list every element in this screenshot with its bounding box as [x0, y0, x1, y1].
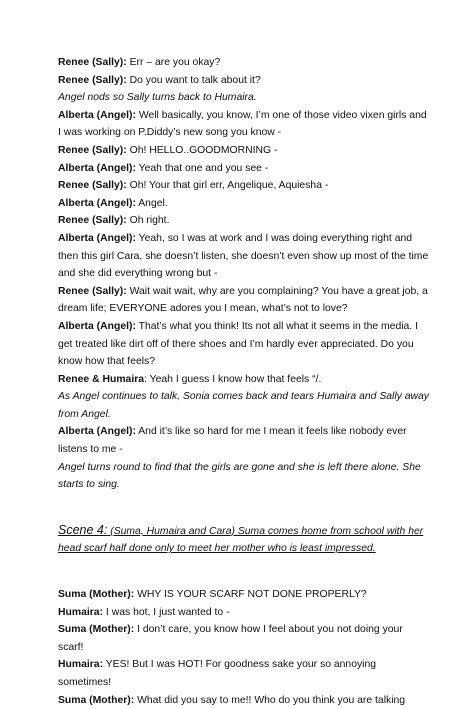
- speaker-name: Alberta (Angel):: [58, 109, 136, 121]
- dialogue-text: Angel.: [135, 197, 168, 209]
- dialogue-line: [58, 177, 430, 195]
- dialogue-line: [58, 142, 430, 160]
- speaker-name: Humaira:: [58, 659, 104, 671]
- speaker-name: Alberta (Angel):: [58, 426, 136, 438]
- dialogue-text: I was hot, I just wanted to -: [103, 606, 230, 618]
- speaker-name: Alberta (Angel):: [58, 197, 136, 209]
- dialogue-text: : Yeah I guess I know how that feels “/.: [144, 373, 322, 385]
- dialogue-text: That’s what you think! Its not all what it seems in the media. I get treated like dirt off of there shoes and I’m hardly ever appreciated. Do you know how that feels?: [58, 320, 418, 368]
- dialogue-text: Wait wait wait, why are you complaining? You have a great job, a dream life; EVERYONE adores you I mean, what’s not to love?: [58, 285, 428, 315]
- dialogue-text: Well basically, you know, I’m one of those video vixen girls and I was working on P.Diddy’s new song you know -: [58, 109, 427, 139]
- stage-direction: As Angel continues to talk, Sonia comes back and tears Humaira and Sally away from Angel.: [58, 391, 429, 420]
- speaker-name: Renee (Sally):: [58, 57, 127, 68]
- stage-direction: Angel nods so Sally turns back to Humaira.: [58, 92, 257, 104]
- speaker-name: Renee (Sally):: [58, 144, 127, 156]
- dialogue-line: [58, 195, 430, 213]
- dialogue-line: [58, 423, 430, 458]
- dialogue-line: [58, 72, 430, 90]
- speaker-name: Renee & Humaira: [58, 373, 145, 385]
- speaker-name: Suma (Mother):: [58, 624, 135, 636]
- dialogue-line: [58, 656, 430, 691]
- speaker-name: Renee (Sally):: [58, 180, 127, 192]
- speaker-name: Renee (Sally):: [58, 285, 127, 297]
- dialogue-line: [58, 692, 430, 709]
- dialogue-line: [58, 54, 430, 72]
- speaker-name: Renee (Sally):: [58, 74, 127, 86]
- dialogue-text: Oh! Your that girl err, Angelique, Aquiesha -: [126, 180, 329, 192]
- dialogue-text: Err – are you okay?: [126, 57, 221, 68]
- dialogue-text: WHY IS YOUR SCARF NOT DONE PROPERLY?: [134, 589, 367, 600]
- dialogue-line: [58, 160, 430, 178]
- dialogue-text: Oh! HELLO..GOODMORNING -: [126, 144, 278, 156]
- scene-heading: [58, 522, 430, 558]
- speaker-name: Alberta (Angel):: [58, 232, 136, 244]
- speaker-name: Alberta (Angel):: [58, 162, 136, 174]
- dialogue-text: Yeah that one and you see -: [135, 162, 269, 174]
- dialogue-line: [58, 212, 430, 230]
- script-page: [58, 54, 430, 709]
- dialogue-text: Yeah, so I was at work and I was doing everything right and then this girl Cara, she doesn’t listen, she doesn’t even show up most of the time and she did everything wrong but -: [58, 232, 429, 280]
- dialogue-line: [58, 621, 430, 656]
- dialogue-line: [58, 371, 430, 389]
- spacer: [58, 494, 430, 512]
- scene-number: Scene 4:: [58, 522, 108, 537]
- dialogue-line: [58, 230, 430, 283]
- speaker-name: Renee (Sally):: [58, 215, 127, 227]
- dialogue-line: [58, 586, 430, 604]
- dialogue-line: [58, 604, 430, 622]
- dialogue-text: Do you want to talk about it?: [126, 74, 261, 86]
- spacer: [58, 568, 430, 586]
- dialogue-text: Oh right.: [126, 215, 170, 227]
- dialogue-text: I don’t care, you know how I feel about you not doing your scarf!: [58, 624, 403, 653]
- speaker-name: Humaira:: [58, 606, 104, 618]
- dialogue-line: [58, 318, 430, 371]
- dialogue-line: [58, 107, 430, 142]
- dialogue-text: What did you say to me!! Who do you think you are talking: [134, 694, 406, 706]
- dialogue-block-1: [58, 54, 430, 494]
- dialogue-block-2: [58, 586, 430, 709]
- scene-description: (Suma, Humaira and Cara) Suma comes home from school with her head scarf half done only to meet her mother who is least impressed.: [58, 525, 424, 555]
- dialogue-line: [58, 283, 430, 318]
- stage-direction: Angel turns round to find that the girls are gone and she is left there alone. She starts to sing.: [58, 461, 421, 491]
- speaker-name: Alberta (Angel):: [58, 320, 136, 332]
- dialogue-text: And it’s like so hard for me I mean it feels like nobody ever listens to me -: [58, 426, 407, 456]
- dialogue-text: YES! But I was HOT! For goodness sake your so annoying sometimes!: [58, 659, 377, 688]
- speaker-name: Suma (Mother):: [58, 589, 135, 600]
- speaker-name: Suma (Mother):: [58, 694, 135, 706]
